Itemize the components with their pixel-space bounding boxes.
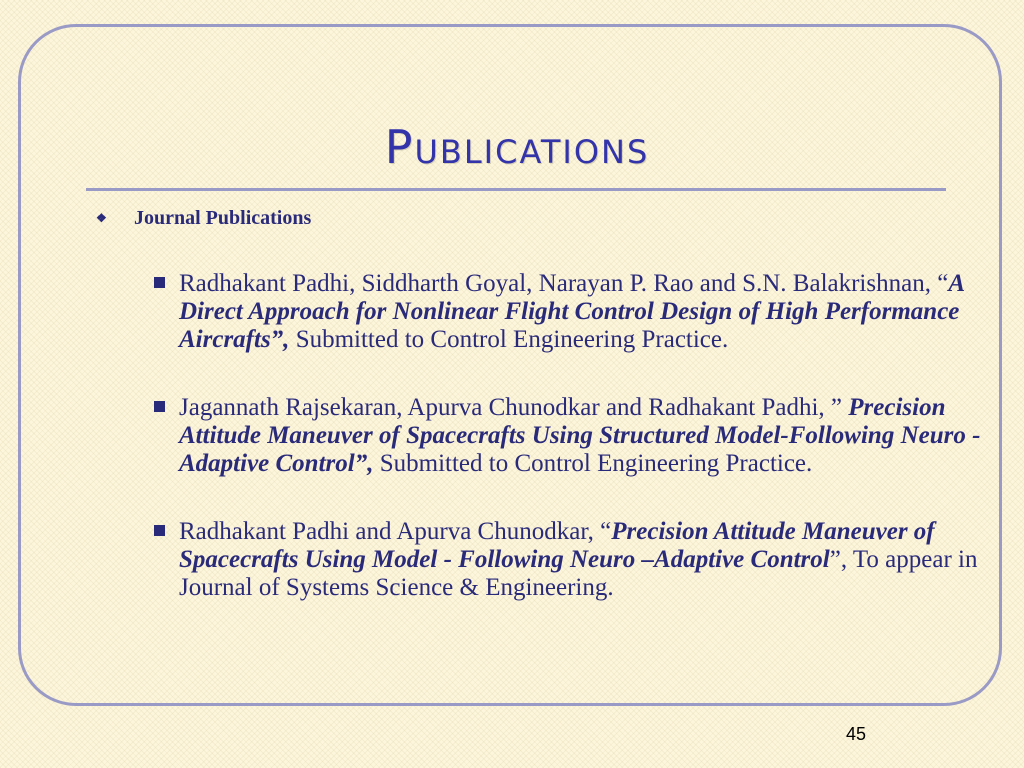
page-number: 45 (846, 724, 867, 744)
publication-title: Precision Attitude Maneuver of Spacecrafts Using Structured Model-Following Neuro -Adaptive Control”, (179, 394, 981, 477)
publication-venue: Submitted to Control Engineering Practice. (373, 450, 813, 477)
square-bullet-icon (154, 277, 165, 288)
square-bullet-icon (154, 525, 165, 536)
publication-list (148, 270, 988, 642)
section-label: Journal Publications (134, 207, 312, 229)
diamond-bullet-icon: ❖ (96, 211, 107, 225)
publication-item (148, 270, 988, 354)
publication-authors: Radhakant Padhi and Apurva Chunodkar, “ (179, 518, 612, 545)
publication-authors: Radhakant Padhi, Siddharth Goyal, Narayan P. Rao and S.N. Balakrishnan, “ (179, 270, 949, 297)
publication-title: Precision Attitude Maneuver of Spacecrafts Using Model - Following Neuro –Adaptive Control (179, 518, 935, 573)
publication-title: A Direct Approach for Nonlinear Flight Control Design of High Performance Aircrafts”, (179, 270, 964, 353)
publication-venue: ”, To appear in Journal of Systems Science & Engineering. (179, 546, 978, 601)
publication-authors: Jagannath Rajsekaran, Apurva Chunodkar and Radhakant Padhi, ” (179, 394, 849, 421)
publication-item (148, 518, 988, 602)
publication-venue: Submitted to Control Engineering Practice. (289, 326, 729, 353)
section-heading (96, 207, 311, 230)
title-divider (86, 188, 946, 191)
publication-item (148, 394, 988, 478)
slide-title: Publications (384, 120, 650, 174)
square-bullet-icon (154, 401, 165, 412)
